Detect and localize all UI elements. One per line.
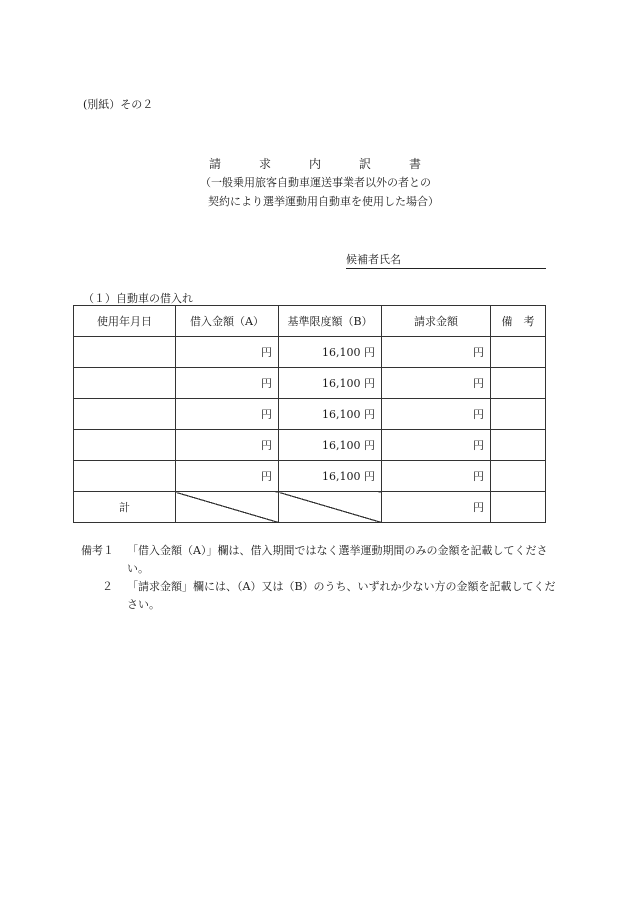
subtitle-line-2: 契約により選挙運動用自動車を使用した場合） xyxy=(208,195,439,208)
date-cell[interactable] xyxy=(74,399,176,430)
title-char: 書 xyxy=(409,157,422,171)
annex-label: (別紙）その２ xyxy=(83,98,154,111)
claim-amount-cell[interactable]: 円 xyxy=(382,399,491,430)
table-header-row xyxy=(74,306,546,337)
date-cell[interactable] xyxy=(74,337,176,368)
note-item xyxy=(81,542,561,578)
section-heading: （１）自動車の借入れ xyxy=(83,292,193,305)
struck-cell xyxy=(176,492,279,523)
total-claim-cell[interactable]: 円 xyxy=(382,492,491,523)
remarks-cell[interactable] xyxy=(491,430,546,461)
claim-amount-cell[interactable]: 円 xyxy=(382,461,491,492)
note-label: ２ xyxy=(102,580,113,593)
subtitle-line-1: （一般乗用旅客自動車運送事業者以外の者との xyxy=(200,176,431,189)
total-row xyxy=(74,492,546,523)
loan-amount-cell[interactable]: 円 xyxy=(176,461,279,492)
loan-amount-cell[interactable]: 円 xyxy=(176,399,279,430)
date-cell[interactable] xyxy=(74,368,176,399)
standard-limit-cell: 16,100 円 xyxy=(279,337,382,368)
col-header-date: 使用年月日 xyxy=(74,306,176,337)
standard-limit-cell: 16,100 円 xyxy=(279,461,382,492)
loan-amount-cell[interactable]: 円 xyxy=(176,430,279,461)
title-char: 訳 xyxy=(359,157,372,171)
table-row xyxy=(74,368,546,399)
date-cell[interactable] xyxy=(74,430,176,461)
title-char: 内 xyxy=(308,157,321,171)
struck-cell xyxy=(279,492,382,523)
remarks-cell[interactable] xyxy=(491,399,546,430)
loan-amount-cell[interactable]: 円 xyxy=(176,368,279,399)
notes-block xyxy=(81,542,561,614)
total-label-cell: 計 xyxy=(74,492,176,523)
remarks-cell[interactable] xyxy=(491,461,546,492)
loan-amount-cell[interactable]: 円 xyxy=(176,337,279,368)
claim-amount-cell[interactable]: 円 xyxy=(382,368,491,399)
note-text: 「請求金額」欄には、（A）又は（B）のうち、いずれか少ない方の金額を記載してください。 xyxy=(127,580,556,611)
claim-amount-cell[interactable]: 円 xyxy=(382,430,491,461)
col-header-standard-limit: 基準限度額（B） xyxy=(279,306,382,337)
table-row xyxy=(74,461,546,492)
note-text: 「借入金額（A）」欄は、借入期間ではなく選挙運動期間のみの金額を記載してください。 xyxy=(127,544,548,575)
table-row xyxy=(74,399,546,430)
claim-amount-cell[interactable]: 円 xyxy=(382,337,491,368)
note-item xyxy=(81,578,561,614)
col-header-loan-amount: 借入金額（A） xyxy=(176,306,279,337)
candidate-name-label: 候補者氏名 xyxy=(346,253,401,266)
candidate-name-field[interactable] xyxy=(346,251,546,269)
document-title xyxy=(0,155,630,172)
col-header-remarks: 備 考 xyxy=(491,306,546,337)
title-char: 請 xyxy=(208,157,221,171)
title-char: 求 xyxy=(258,157,271,171)
standard-limit-cell: 16,100 円 xyxy=(279,368,382,399)
note-label: 備考１ xyxy=(81,544,114,557)
table-row xyxy=(74,337,546,368)
col-header-claim-amount: 請求金額 xyxy=(382,306,491,337)
standard-limit-cell: 16,100 円 xyxy=(279,399,382,430)
table-row xyxy=(74,430,546,461)
remarks-cell[interactable] xyxy=(491,337,546,368)
remarks-cell[interactable] xyxy=(491,368,546,399)
date-cell[interactable] xyxy=(74,461,176,492)
claim-breakdown-table xyxy=(73,305,546,523)
total-remarks-cell[interactable] xyxy=(491,492,546,523)
standard-limit-cell: 16,100 円 xyxy=(279,430,382,461)
